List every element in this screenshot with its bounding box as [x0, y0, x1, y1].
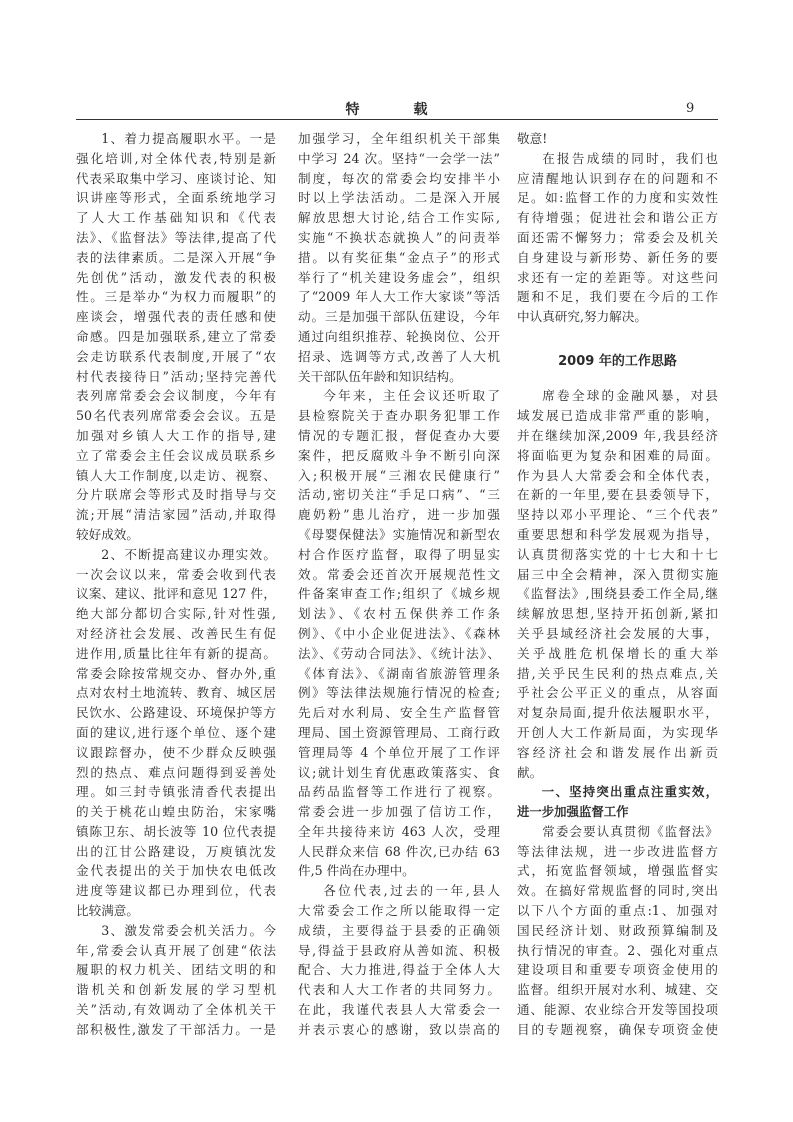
text-line: 镇人大工作制度,以走访、视察、 — [76, 467, 276, 483]
text-line: 效。在搞好常规监督的同时,突出 — [517, 883, 718, 899]
text-line: 管理局等 4 个单位开展了工作评 — [298, 744, 500, 760]
text-line: 措,关乎民生民利的热点难点,关 — [517, 665, 718, 681]
text-line: 2、不断提高建议办理实效。 — [101, 546, 276, 562]
text-line: 认真贯彻落实党的十七大和十七 — [517, 546, 718, 562]
text-line: 关乎县域经济社会发展的大事， — [517, 625, 718, 641]
text-line: 举行了“机关建设务虚会”，组织 — [298, 269, 500, 285]
text-line: 席卷全球的金融风暴，对县 — [542, 388, 718, 404]
text-line: 了“2009 年人大工作大家谈”等活 — [298, 289, 500, 305]
text-line: 关乎战胜危机保增长的重大举 — [517, 645, 718, 661]
text-line: 足。如:监督工作的力度和实效性 — [517, 190, 718, 206]
text-line: 有待增强；促进社会和谐公正方 — [517, 210, 718, 226]
text-line: 献。 — [517, 764, 543, 780]
text-line: 招录、选调等方式,改善了人大机 — [298, 348, 500, 364]
text-line: 对复杂局面,提升依法履职水平， — [517, 705, 718, 721]
text-line: 识讲座等形式，全面系统地学习 — [76, 190, 276, 206]
text-line: 代表采取集中学习、座谈讨论、知 — [76, 170, 276, 186]
text-line: 应清醒地认识到存在的问题和不 — [517, 170, 718, 186]
text-line: 式，拓宽监督领域，增强监督实 — [517, 863, 718, 879]
text-line: 议;就计划生育优惠政策落实、食 — [298, 764, 500, 780]
text-line: 实施“不换状态就换人”的问责举 — [298, 229, 500, 245]
text-line: 命感。四是加强联系,建立了常委 — [76, 328, 276, 344]
text-line: 全年共接待来访 463 人次，受理 — [298, 823, 500, 839]
text-line: 并表示衷心的感谢，致以崇高的 — [298, 1021, 500, 1037]
text-line: 对经济社会发展、改善民生有促 — [76, 625, 276, 641]
text-line: 理局、国土资源管理局、工商行政 — [298, 724, 500, 740]
text-line: 分片联席会等形式及时指导与交 — [76, 487, 276, 503]
text-line: 通、能源、农业综合开发等国投项 — [517, 1002, 718, 1018]
text-line: 今年来，主任会议还听取了 — [323, 388, 500, 404]
text-line: 代表和人大工作者的共同努力。 — [298, 982, 500, 998]
text-line: 中认真研究,努力解决。 — [517, 309, 647, 325]
text-line: 制度，每次的常委会均安排半小 — [298, 170, 500, 186]
text-line: 民饮水、公路建设、环境保护等方 — [76, 705, 276, 721]
text-line: 时以上学法活动。二是深入开展 — [298, 190, 500, 206]
text-line: 在此，我谨代表县人大常委会一 — [298, 1002, 500, 1018]
section-heading: 2009 年的工作思路 — [558, 353, 677, 369]
text-line: 中学习 24 次。坚持“一会学一法” — [298, 150, 500, 166]
text-line: 金代表提出的关于加快农电低改 — [76, 863, 276, 879]
text-line: 鹿奶粉”患儿治疗，进一步加强 — [298, 507, 500, 523]
text-line: 加强学习，全年组织机关干部集 — [298, 131, 500, 146]
text-line: 立了常委会主任会议成员联系乡 — [76, 447, 276, 463]
header-rule — [76, 119, 718, 120]
text-line: 监督。组织开展对水利、城建、交 — [517, 982, 718, 998]
text-line: 配合、大力推进,得益于全体人大 — [298, 962, 500, 978]
text-line: 品药品监督等工作进行了视察。 — [298, 784, 500, 800]
text-line: 关干部队伍年龄和知识结构。 — [298, 368, 462, 384]
text-line: 关”活动,有效调动了全体机关干 — [76, 1002, 276, 1018]
text-line: 3、激发常委会机关活力。今 — [101, 922, 276, 938]
text-line: 坚持以邓小平理论、“三个代表” — [517, 507, 718, 523]
text-line: 件备案审查工作;组织了《城乡规 — [298, 586, 500, 602]
text-line: 国民经济计划、财政预算编制及 — [517, 922, 718, 938]
text-line: 县检察院关于查办职务犯罪工作 — [298, 408, 500, 424]
text-line: 议跟踪督办，使不少群众反映强 — [76, 744, 276, 760]
text-line: 先后对水利局、安全生产监督管 — [298, 705, 500, 721]
text-line: 50名代表列席常委会会议。五是 — [76, 408, 276, 424]
text-line: 活动,密切关注“手足口病”、“三 — [298, 487, 500, 503]
text-line: 常委会除按常规交办、督办外,重 — [76, 665, 276, 681]
text-line: 村代表接待日”活动;坚持完善代 — [76, 368, 276, 384]
text-line: 法》、《监督法》等法律,提高了代 — [76, 229, 276, 245]
text-line: 座谈会，增强代表的责任感和使 — [76, 309, 276, 325]
text-line: 点对农村土地流转、教育、城区居 — [76, 685, 276, 701]
text-line: 流;开展“清洁家园”活动,并取得 — [76, 507, 276, 523]
text-column-3 — [517, 129, 718, 1040]
text-line: 乎社会公平正义的重点，从容面 — [517, 685, 718, 701]
text-line: 先创优”活动，激发代表的积极 — [76, 269, 276, 285]
text-line: 面还需不懈努力；常委会及机关 — [517, 229, 718, 245]
text-line: 通过向组织推荐、轮换岗位、公开 — [298, 328, 500, 344]
text-line: 人民群众来信 68 件次,已办结 63 — [298, 843, 500, 859]
text-column-1 — [76, 129, 276, 1040]
text-line: 强化培训,对全体代表,特别是新 — [76, 150, 276, 166]
subsection-heading-line: 一、坚持突出重点注重实效， — [541, 784, 718, 800]
text-line: 解放思想大讨论,结合工作实际, — [298, 210, 500, 226]
text-line: 件,5 件尚在办理中。 — [298, 863, 415, 879]
text-line: 各位代表,过去的一年,县人 — [323, 883, 500, 899]
text-line: 1、着力提高履职水平。一是 — [101, 131, 276, 146]
text-line: 表的法律素质。二是深入开展“争 — [76, 249, 276, 265]
text-line: 求还有一定的差距等。对这些问 — [517, 269, 718, 285]
text-line: 执行情况的审查。2、强化对重点 — [517, 942, 718, 958]
text-line: 性。三是举办“为权力而履职”的 — [76, 289, 276, 305]
text-line: 《母婴保健法》实施情况和新型农 — [298, 526, 500, 542]
text-line: 案件，把反腐败斗争不断引向深 — [298, 447, 500, 463]
text-line: 表列席常委会会议制度，今年有 — [76, 388, 276, 404]
text-line: 效。常委会还首次开展规范性文 — [298, 566, 500, 582]
text-line: 一次会议以来，常委会收到代表 — [76, 566, 276, 582]
text-line: 谐机关和创新发展的学习型机 — [76, 982, 276, 998]
text-line: 例》等法律法规施行情况的检查; — [298, 685, 500, 701]
text-line: 烈的热点、难点问题得到妥善处 — [76, 764, 276, 780]
text-line: 常委会进一步加强了信访工作， — [298, 804, 500, 820]
text-line — [517, 327, 718, 347]
text-line: 题和不足，我们要在今后的工作 — [517, 289, 718, 305]
text-line: 开创人大工作新局面，为实现华 — [517, 724, 718, 740]
text-line: 年,常委会认真开展了创建“依法 — [76, 942, 276, 958]
subsection-heading-line: 进一步加强监督工作 — [517, 804, 629, 820]
text-line: 部积极性,激发了干部活力。一是 — [76, 1021, 276, 1037]
text-line: 目的专题视察，确保专项资金使 — [517, 1021, 718, 1037]
text-line: 常委会要认真贯彻《监督法》 — [542, 823, 718, 839]
text-line: 在报告成绩的同时，我们也 — [542, 150, 718, 166]
text-line: 理。如三封寺镇张清香代表提出 — [76, 784, 276, 800]
text-column-2 — [298, 129, 500, 1040]
text-line: 《监督法》,围绕县委工作全局,继 — [517, 586, 718, 602]
text-line: 入;积极开展“三湘农民健康行” — [298, 467, 500, 483]
text-line: 履职的权力机关、团结文明的和 — [76, 962, 276, 978]
text-line: 作为县人大常委会和全体代表， — [517, 467, 718, 483]
text-line: 《体育法》、《湖南省旅游管理条 — [298, 665, 500, 681]
text-line: 比较满意。 — [76, 903, 139, 919]
text-line: 大常委会工作之所以能取得一定 — [298, 903, 500, 919]
text-line: 了人大工作基础知识和《代表 — [76, 210, 276, 226]
text-line: 续解放思想,坚持开拓创新,紧扣 — [517, 606, 718, 622]
text-line: 村合作医疗监督，取得了明显实 — [298, 546, 500, 562]
text-line: 成绩，主要得益于县委的正确领 — [298, 922, 500, 938]
text-line: 措。以有奖征集“金点子”的形式 — [298, 249, 500, 265]
text-line: 会走访联系代表制度,开展了“农 — [76, 348, 276, 364]
text-line: 进度等建议都已办理到位，代表 — [76, 883, 276, 899]
text-line: 镇陈卫东、胡长波等 10 位代表提 — [76, 823, 276, 839]
text-line: 划法》、《农村五保供养工作条 — [298, 606, 500, 622]
text-line: 届三中全会精神，深入贯彻实施 — [517, 566, 718, 582]
text-line: 导,得益于县政府从善如流、积极 — [298, 942, 500, 958]
text-line: 议案、建议、批评和意见 127 件， — [76, 586, 276, 602]
text-line: 自身建设与新形势、新任务的要 — [517, 249, 718, 265]
text-line: 容经济社会和谐发展作出新贡 — [517, 744, 718, 760]
text-line: 动。三是加强干部队伍建设，今年 — [298, 309, 500, 325]
text-line: 等法律法规，进一步改进监督方 — [517, 843, 718, 859]
text-line: 面的建议,进行逐个单位、逐个建 — [76, 724, 276, 740]
text-line: 以下八个方面的重点:1、加强对 — [517, 903, 718, 919]
section-title: 特 载 — [345, 102, 448, 118]
text-line: 在新的一年里,要在县委领导下， — [517, 487, 718, 503]
text-line: 加强对乡镇人大工作的指导,建 — [76, 427, 276, 443]
text-line: 例》、《中小企业促进法》、《森林 — [298, 625, 500, 641]
text-line: 情况的专题汇报，督促查办大要 — [298, 427, 500, 443]
page-number: 9 — [686, 101, 695, 116]
text-line: 进作用,质量比往年有新的提高。 — [76, 645, 276, 661]
text-line: 并在继续加深,2009 年,我县经济 — [517, 427, 718, 443]
text-line: 法》、《劳动合同法》、《统计法》、 — [298, 645, 500, 661]
text-line: 将面临更为复杂和困难的局面。 — [517, 447, 718, 463]
text-line: 建设项目和重要专项资金使用的 — [517, 962, 718, 978]
text-line: 较好成效。 — [76, 526, 139, 542]
text-line: 绝大部分都切合实际,针对性强, — [76, 606, 276, 622]
text-line: 重要思想和科学发展观为指导， — [517, 526, 718, 542]
text-line: 域发展已造成非常严重的影响， — [517, 408, 718, 424]
text-line: 敬意! — [517, 131, 548, 146]
text-line: 的关于桃花山蝗虫防治，宋家嘴 — [76, 804, 276, 820]
text-line: 出的江甘公路建设，万庾镇沈发 — [76, 843, 276, 859]
